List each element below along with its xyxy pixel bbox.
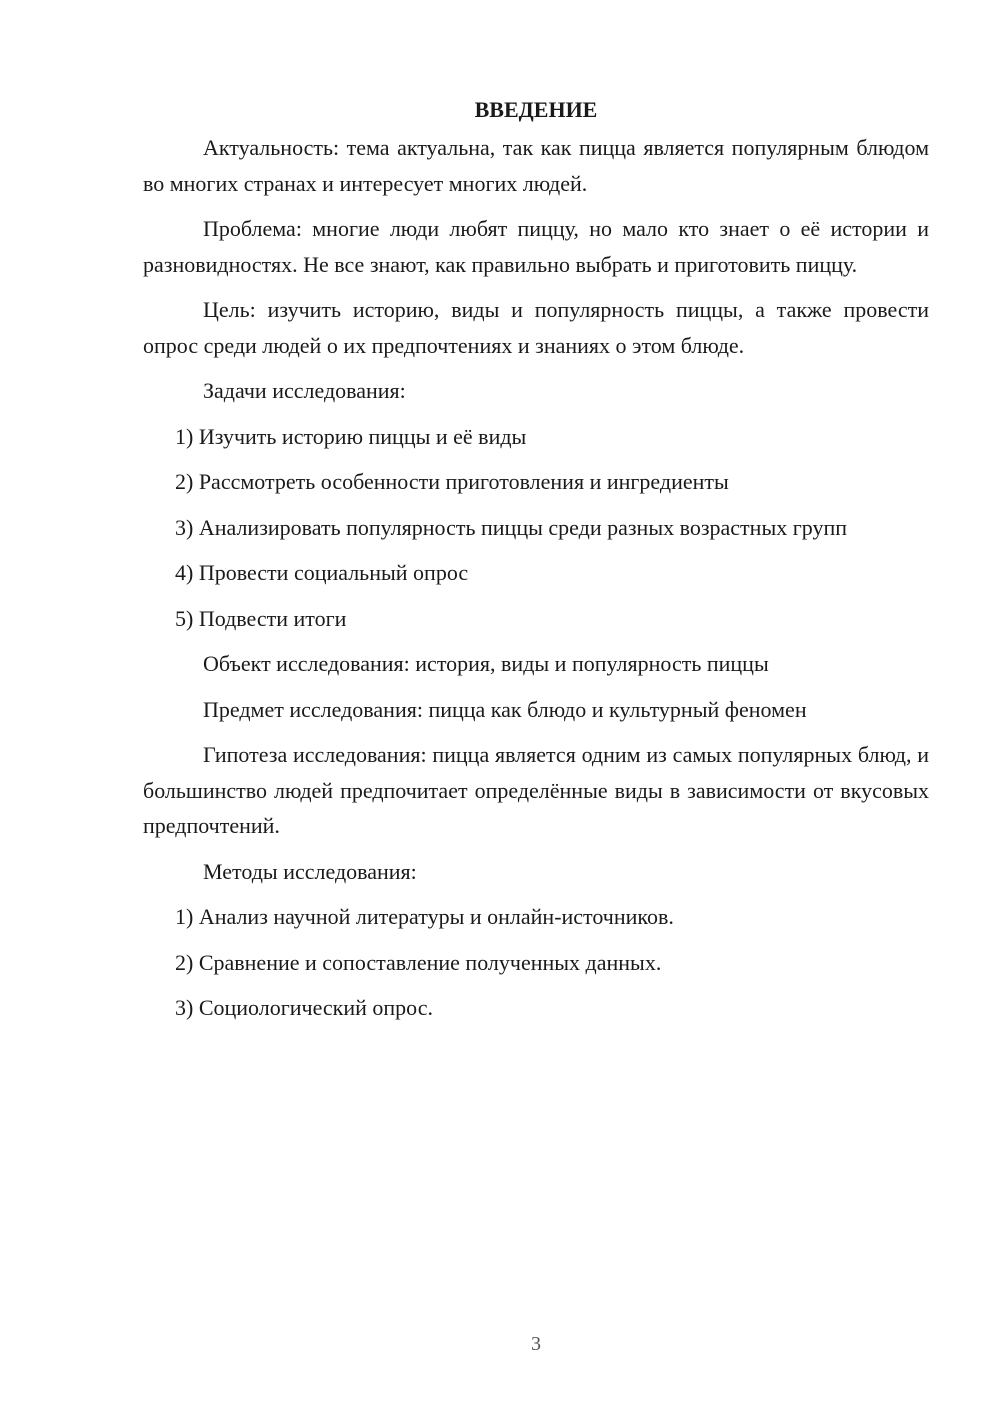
- hypothesis-paragraph: Гипотеза исследования: пицца является одним из самых популярных блюд, и большинство людей предпочитает определённые виды в зависимости от вкусовых предпочтений.: [143, 742, 929, 838]
- page-number: 3: [531, 1333, 541, 1355]
- relevance-paragraph: Актуальность: тема актуальна, так как пицца является популярным блюдом во многих странах и интересует многих людей.: [143, 135, 929, 196]
- section-title: ВВЕДЕНИЕ: [474, 97, 598, 122]
- task-item: 2) Рассмотреть особенности приготовления и ингредиенты: [175, 469, 729, 494]
- subject-paragraph: Предмет исследования: пицца как блюдо и культурный феномен: [203, 696, 807, 722]
- method-item: 2) Сравнение и сопоставление полученных данных.: [175, 949, 662, 975]
- task-item: 5) Подвести итоги: [175, 605, 347, 631]
- method-item: 3) Социологический опрос.: [175, 995, 433, 1020]
- document-page: [143, 92, 929, 1036]
- task-item: 4) Провести социальный опрос: [175, 560, 469, 585]
- task-item: 1) Изучить историю пиццы и её виды: [175, 423, 527, 449]
- problem-paragraph: Проблема: многие люди любят пиццу, но мало кто знает о её истории и разновидностях. Не все знают, как правильно выбрать и приготовить пиццу.: [143, 216, 929, 277]
- tasks-heading: Задачи исследования:: [203, 378, 406, 403]
- methods-heading: Методы исследования:: [203, 858, 417, 884]
- task-item: 3) Анализировать популярность пиццы среди разных возрастных групп: [175, 514, 848, 540]
- goal-paragraph: Цель: изучить историю, виды и популярность пиццы, а также провести опрос среди людей о их предпочтениях и знаниях о этом блюде.: [143, 297, 929, 358]
- method-item: 1) Анализ научной литературы и онлайн-источников.: [175, 904, 674, 929]
- object-paragraph: Объект исследования: история, виды и популярность пиццы: [203, 651, 769, 676]
